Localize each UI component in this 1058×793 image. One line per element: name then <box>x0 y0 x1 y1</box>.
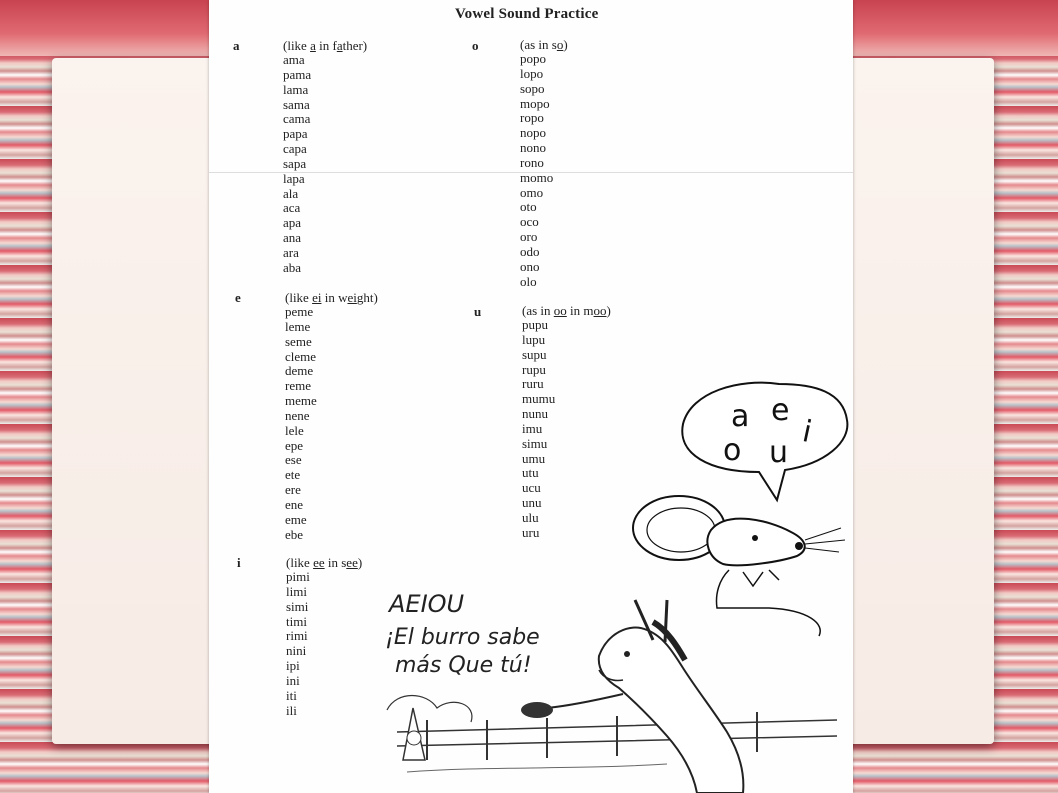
word-item: lupu <box>522 331 546 347</box>
word-item: cleme <box>285 348 317 364</box>
bubble-u: u <box>769 435 789 470</box>
word-item: imu <box>522 420 543 436</box>
word-item: eme <box>285 511 307 527</box>
word-item: leme <box>285 318 311 334</box>
word-item: ala <box>283 185 299 201</box>
word-item: sama <box>283 96 310 112</box>
word-item: iti <box>286 687 297 703</box>
word-item: oro <box>520 229 538 245</box>
word-item: oco <box>520 214 539 230</box>
word-item: omo <box>520 184 544 200</box>
word-item: lele <box>285 422 304 438</box>
word-item: ere <box>285 482 301 498</box>
word-item: ebe <box>285 526 304 542</box>
page-title: Vowel Sound Practice <box>455 6 599 22</box>
word-item: ese <box>285 452 302 468</box>
word-item: nunu <box>522 406 548 422</box>
worksheet <box>209 0 853 793</box>
word-item: rono <box>520 154 544 170</box>
section-i-letter: i <box>237 555 241 570</box>
word-item: epe <box>285 437 304 453</box>
word-item: capa <box>283 141 307 157</box>
word-item: sopo <box>520 80 545 96</box>
word-item: mopo <box>520 95 550 111</box>
word-item: deme <box>285 363 314 379</box>
word-item: nono <box>520 140 546 156</box>
section-e-words <box>285 305 317 543</box>
word-item: nene <box>285 407 310 423</box>
word-item: seme <box>285 333 312 349</box>
word-item: odo <box>520 243 540 259</box>
word-item: reme <box>285 378 311 394</box>
word-item: peme <box>285 304 314 319</box>
word-item: momo <box>520 169 554 185</box>
word-item: ulu <box>522 509 539 525</box>
section-u-words <box>522 318 555 541</box>
word-item: nini <box>286 643 307 659</box>
word-item: apa <box>283 215 302 231</box>
word-item: simi <box>286 598 309 614</box>
word-item: supu <box>522 346 547 362</box>
word-item: olo <box>520 273 537 289</box>
section-a-words <box>283 53 311 276</box>
word-item: ene <box>285 496 304 512</box>
section-a-letter: a <box>233 38 240 53</box>
section-u-desc: (as in oo in moo) <box>522 303 611 318</box>
section-e-letter: e <box>235 290 241 305</box>
word-item: mumu <box>522 391 556 407</box>
bubble-e: e <box>771 393 790 428</box>
word-item: uru <box>522 524 540 540</box>
word-item: ropo <box>520 110 544 126</box>
word-item: ara <box>283 244 299 260</box>
bubble-i: i <box>799 414 815 451</box>
word-item: aca <box>283 200 301 216</box>
donkey-illustration <box>367 560 837 793</box>
word-item: aba <box>283 259 302 275</box>
word-item: sapa <box>283 155 307 171</box>
section-u-letter: u <box>474 304 482 319</box>
word-item: lapa <box>283 170 305 186</box>
word-item: timi <box>286 613 307 629</box>
word-item: nopo <box>520 125 546 141</box>
bubble-a: a <box>731 399 750 434</box>
word-item: oto <box>520 199 537 215</box>
word-item: unu <box>522 495 542 511</box>
word-item: rupu <box>522 361 546 377</box>
word-item: lama <box>283 81 309 97</box>
word-item: papa <box>283 126 308 142</box>
word-item: umu <box>522 450 546 466</box>
word-item: rimi <box>286 628 308 644</box>
word-item: meme <box>285 393 317 409</box>
section-i-words <box>286 570 310 718</box>
word-item: ete <box>285 467 301 483</box>
word-item: ana <box>283 230 302 246</box>
section-e-desc: (like ei in weight) <box>285 290 378 305</box>
word-item: pama <box>283 66 312 82</box>
word-item: ucu <box>522 480 541 496</box>
word-item: ono <box>520 258 540 274</box>
word-item: ruru <box>522 376 544 392</box>
handwriting-line1: AEIOU <box>389 590 465 618</box>
word-item: cama <box>283 111 311 127</box>
section-a-desc: (like a in father) <box>283 38 368 53</box>
word-item: utu <box>522 465 539 481</box>
word-item: pupu <box>522 317 548 332</box>
section-o-desc: (as in so) <box>520 37 568 52</box>
handwriting-line2: ¡El burro sabe <box>385 625 540 650</box>
word-item: limi <box>286 583 307 599</box>
handwriting-line3: más Que tú! <box>395 653 532 678</box>
word-item: lopo <box>520 65 544 81</box>
word-item: ini <box>286 672 300 688</box>
bubble-o: o <box>723 433 742 468</box>
word-item: pimi <box>286 569 310 584</box>
word-item: ipi <box>286 658 300 674</box>
section-o-letter: o <box>472 38 479 53</box>
word-item: ama <box>283 52 305 67</box>
section-o-words <box>520 52 553 290</box>
section-i-desc: (like ee in see) <box>286 555 363 570</box>
word-item: simu <box>522 435 548 451</box>
word-item: ili <box>286 702 297 718</box>
word-item: popo <box>520 51 546 66</box>
